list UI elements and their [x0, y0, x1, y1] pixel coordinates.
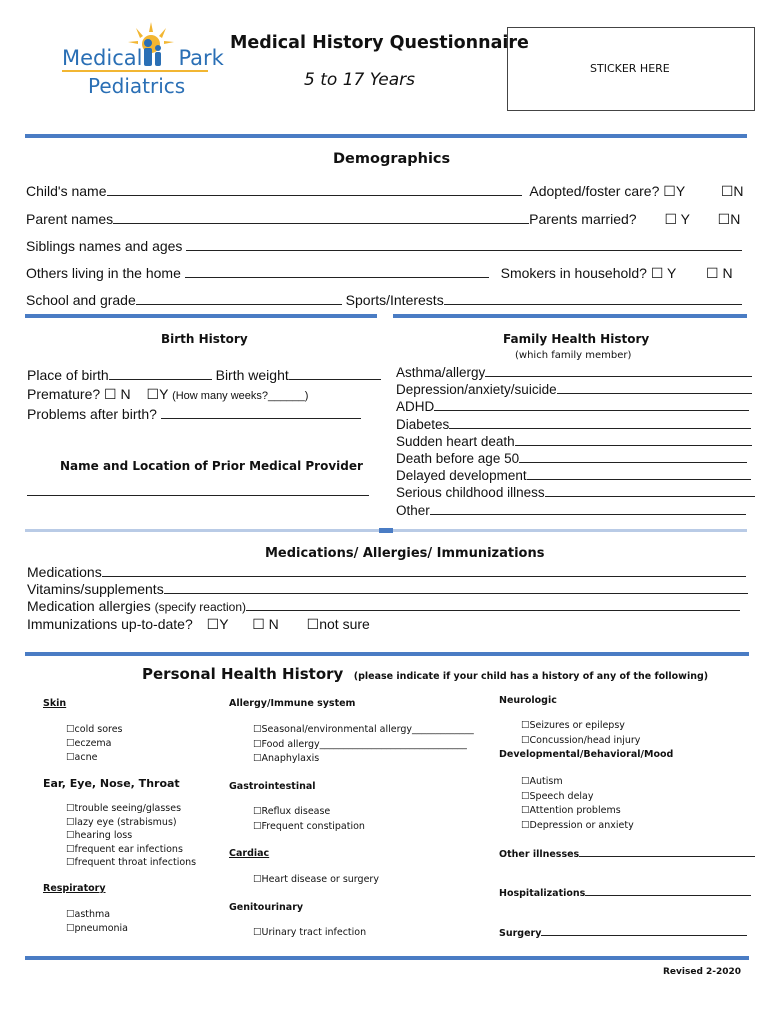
adopted-label: Adopted/foster care? [529, 183, 660, 199]
premature-row [27, 386, 308, 403]
respiratory-list [66, 908, 128, 936]
family-item-label: Asthma/allergy [396, 365, 486, 380]
family-item [396, 450, 755, 467]
item-label: Food allergy_______________________________ [261, 738, 467, 750]
family-item [396, 467, 755, 484]
allergy-heading: Allergy/Immune system [229, 698, 356, 709]
smokers-yes-checkbox[interactable]: ☐ [650, 265, 664, 281]
gu-list [253, 927, 366, 938]
birth-place-row [27, 367, 381, 383]
siblings-field[interactable] [186, 238, 742, 251]
checkbox-item[interactable]: ☐hearing loss [66, 830, 133, 841]
skin-heading: Skin [43, 698, 67, 709]
no-label: N [733, 183, 744, 199]
item-label: acne [74, 752, 98, 763]
family-history-heading: Family Health History [503, 332, 650, 346]
page-title: Medical History Questionnaire [230, 33, 529, 53]
vitamins-label: Vitamins/supplements [27, 581, 164, 597]
checkbox-item[interactable]: ☐asthma [66, 909, 111, 920]
med-allergies-note: (specify reaction) [154, 600, 246, 614]
hospitalizations-row [499, 885, 751, 899]
family-item-field[interactable] [515, 433, 752, 446]
item-label: lazy eye (strabismus) [74, 816, 177, 828]
married-no-checkbox[interactable]: ☐ [717, 211, 731, 227]
immunizations-no-checkbox[interactable]: ☐ [252, 616, 265, 632]
skin-list [66, 723, 123, 765]
ent-heading: Ear, Eye, Nose, Throat [43, 777, 180, 790]
divider [25, 314, 377, 318]
family-item-field[interactable] [545, 484, 755, 497]
med-allergies-field[interactable] [246, 598, 740, 611]
parent-names-field[interactable] [113, 211, 529, 224]
checkbox-item[interactable]: ☐Urinary tract infection [253, 927, 367, 938]
smokers-no-checkbox[interactable]: ☐ [706, 265, 719, 281]
item-label: frequent ear infections [74, 843, 183, 855]
item-label: Urinary tract infection [261, 927, 367, 938]
child-name-label: Child's name [26, 183, 107, 199]
ent-list [66, 802, 196, 870]
med-allergies-label: Medication allergies [27, 598, 151, 614]
surgery-label: Surgery [499, 928, 542, 939]
yes-label: Y [159, 386, 169, 402]
family-item-label: Depression/anxiety/suicide [396, 382, 557, 398]
school-field[interactable] [136, 292, 342, 305]
family-item [396, 381, 755, 398]
no-label: N [722, 265, 733, 281]
family-item [396, 364, 755, 381]
gu-heading: Genitourinary [229, 902, 304, 913]
checkbox-item[interactable]: ☐Autism [521, 776, 563, 787]
item-label: Depression or anxiety [529, 819, 634, 831]
checkbox-item[interactable]: ☐frequent throat infections [66, 857, 197, 868]
divider [25, 134, 747, 138]
family-history-subheading: (which family member) [515, 350, 632, 361]
medications-row [27, 564, 748, 581]
checkbox-item[interactable]: ☐cold sores [66, 724, 123, 735]
family-item-field[interactable] [449, 416, 751, 429]
checkbox-item[interactable]: ☐Frequent constipation [253, 820, 365, 832]
checkbox-item[interactable]: ☐trouble seeing/glasses [66, 803, 182, 814]
item-label: asthma [74, 909, 111, 920]
sports-label: Sports/Interests [345, 292, 444, 308]
family-item [396, 433, 755, 450]
problems-field[interactable] [161, 406, 361, 419]
birth-history-heading: Birth History [161, 332, 248, 346]
divider [393, 314, 747, 318]
family-item-field[interactable] [430, 502, 746, 515]
item-label: Attention problems [529, 805, 621, 816]
demographics-heading: Demographics [333, 151, 451, 167]
dev-list [521, 775, 634, 833]
checkbox-item[interactable]: ☐Speech delay [521, 790, 594, 802]
yes-label: Y [667, 265, 677, 281]
family-item-field[interactable] [519, 450, 747, 463]
not-sure-label: not sure [319, 616, 370, 632]
vitamins-field[interactable] [164, 581, 748, 594]
dev-heading: Developmental/Behavioral/Mood [499, 749, 674, 760]
divider [25, 652, 749, 656]
checkbox-item[interactable]: ☐Concussion/head injury [521, 734, 641, 746]
yes-label: Y [675, 183, 685, 199]
family-item [396, 484, 755, 501]
child-name-row [26, 183, 744, 200]
item-label: Frequent constipation [261, 820, 365, 832]
weeks-note: (How many weeks?______) [172, 390, 309, 402]
medications-block [27, 564, 748, 633]
logo-text-pediatrics: Pediatrics [88, 74, 186, 98]
checkbox-item[interactable]: ☐Attention problems [521, 805, 621, 816]
family-item-field[interactable] [557, 381, 752, 394]
problems-label: Problems after birth? [27, 406, 157, 422]
siblings-row [26, 238, 742, 254]
other-illnesses-row [499, 846, 755, 860]
birth-place-label: Place of birth [27, 367, 109, 383]
yes-label: Y [219, 616, 229, 632]
revised-date: Revised 2-2020 [663, 967, 742, 977]
checkbox-item[interactable]: ☐Depression or anxiety [521, 819, 634, 831]
birth-weight-field[interactable] [289, 367, 381, 380]
item-label: Heart disease or surgery [261, 874, 379, 885]
others-row [26, 265, 733, 282]
premature-label: Premature? [27, 386, 101, 402]
parent-names-label: Parent names [26, 211, 114, 227]
surgery-field[interactable] [541, 925, 747, 936]
sticker-label: STICKER HERE [590, 62, 670, 75]
item-label: eczema [74, 738, 112, 749]
parents-married-label: Parents married? [529, 211, 637, 227]
no-label: N [120, 386, 131, 402]
family-item [396, 398, 755, 415]
personal-history-note: (please indicate if your child has a history of any of the following) [353, 671, 709, 682]
item-label: Autism [529, 776, 563, 787]
logo-text-medical: Medical [62, 46, 143, 70]
item-label: Seasonal/environmental allergy_____________ [261, 724, 474, 735]
medications-heading: Medications/ Allergies/ Immunizations [265, 546, 545, 561]
family-item [396, 416, 755, 433]
siblings-label: Siblings names and ages [26, 238, 183, 254]
hospitalizations-label: Hospitalizations [499, 888, 586, 899]
premature-yes-checkbox[interactable]: ☐ [146, 386, 160, 402]
checkbox-item[interactable]: ☐frequent ear infections [66, 843, 183, 855]
premature-no-checkbox[interactable]: ☐ [104, 386, 117, 402]
no-label: N [268, 616, 279, 632]
family-item-label: Delayed development [396, 468, 527, 484]
gi-list [253, 805, 365, 834]
prior-provider-field[interactable] [27, 495, 369, 496]
item-label: hearing loss [74, 830, 133, 841]
divider [25, 956, 749, 960]
family-item-field[interactable] [527, 467, 751, 480]
respiratory-heading: Respiratory [43, 883, 106, 894]
family-history-list [396, 364, 755, 519]
immunizations-row [27, 616, 748, 633]
immunizations-label: Immunizations up-to-date? [27, 616, 193, 632]
checkbox-item[interactable]: ☐Anaphylaxis [253, 753, 320, 764]
sticker-box [507, 27, 755, 111]
family-item-field[interactable] [485, 364, 752, 377]
others-label: Others living in the home [26, 265, 181, 281]
other-illnesses-label: Other illnesses [499, 849, 580, 860]
married-yes-checkbox[interactable]: ☐ [664, 211, 678, 227]
neuro-list [521, 719, 640, 748]
item-label: Speech delay [529, 790, 594, 802]
family-item-field[interactable] [434, 398, 749, 411]
checkbox-item[interactable]: ☐lazy eye (strabismus) [66, 816, 177, 828]
cardiac-list [253, 874, 379, 885]
checkbox-item[interactable]: ☐Food allergy_______________________________ [253, 738, 467, 750]
med-allergies-row [27, 598, 748, 616]
page-subtitle: 5 to 17 Years [304, 70, 415, 90]
gi-heading: Gastrointestinal [229, 781, 316, 792]
divider [379, 528, 393, 533]
school-label: School and grade [26, 292, 136, 308]
medications-label: Medications [27, 564, 102, 580]
family-item-label: Serious childhood illness [396, 485, 545, 501]
adopted-yes-checkbox[interactable]: ☐ [663, 183, 676, 199]
birth-weight-label: Birth weight [215, 367, 289, 383]
checkbox-item[interactable]: ☐Seasonal/environmental allergy_____________ [253, 724, 474, 735]
item-label: frequent throat infections [74, 857, 197, 868]
parent-names-row [26, 211, 740, 228]
checkbox-item[interactable]: ☐acne [66, 752, 98, 763]
vitamins-row [27, 581, 748, 598]
medications-field[interactable] [102, 564, 746, 577]
others-field[interactable] [185, 265, 489, 278]
birth-place-field[interactable] [109, 367, 212, 380]
adopted-no-checkbox[interactable]: ☐ [720, 183, 734, 199]
no-label: N [730, 211, 741, 227]
school-row [26, 292, 742, 308]
child-name-field[interactable] [107, 183, 522, 196]
item-label: cold sores [74, 724, 123, 735]
family-item-label: ADHD [396, 399, 435, 415]
smokers-label: Smokers in household? [500, 265, 647, 281]
checkbox-item[interactable]: ☐Heart disease or surgery [253, 874, 379, 885]
logo-text-park: Park [178, 46, 224, 70]
cardiac-heading: Cardiac [229, 848, 270, 859]
personal-history-heading: Personal Health History [142, 665, 344, 683]
sports-field[interactable] [444, 292, 742, 305]
item-label: Anaphylaxis [261, 753, 320, 764]
item-label: Reflux disease [261, 806, 331, 817]
family-item-label: Sudden heart death [396, 433, 515, 449]
neuro-heading: Neurologic [499, 695, 557, 706]
item-label: pneumonia [74, 923, 128, 934]
item-label: Concussion/head injury [529, 734, 641, 746]
family-item-label: Diabetes [396, 416, 450, 432]
checkbox-item[interactable]: ☐eczema [66, 738, 112, 749]
hospitalizations-field[interactable] [585, 885, 751, 896]
family-item-label: Other [396, 502, 430, 518]
logo [58, 18, 224, 98]
checkbox-item[interactable]: ☐pneumonia [66, 923, 128, 934]
family-item [396, 502, 755, 519]
immunizations-yes-checkbox[interactable]: ☐ [206, 616, 220, 632]
checkbox-item[interactable]: ☐Seizures or epilepsy [521, 720, 625, 731]
problems-row [27, 406, 361, 422]
prior-provider-heading: Name and Location of Prior Medical Provider [60, 459, 363, 473]
yes-label: Y [680, 211, 690, 227]
immunizations-not-sure-checkbox[interactable]: ☐ [306, 616, 320, 632]
other-illnesses-field[interactable] [579, 846, 755, 857]
item-label: trouble seeing/glasses [74, 803, 182, 814]
checkbox-item[interactable]: ☐Reflux disease [253, 806, 331, 817]
allergy-list [253, 723, 474, 767]
item-label: Seizures or epilepsy [529, 720, 625, 731]
surgery-row [499, 925, 747, 939]
personal-history-header [142, 665, 708, 684]
family-item-label: Death before age 50 [396, 451, 520, 467]
